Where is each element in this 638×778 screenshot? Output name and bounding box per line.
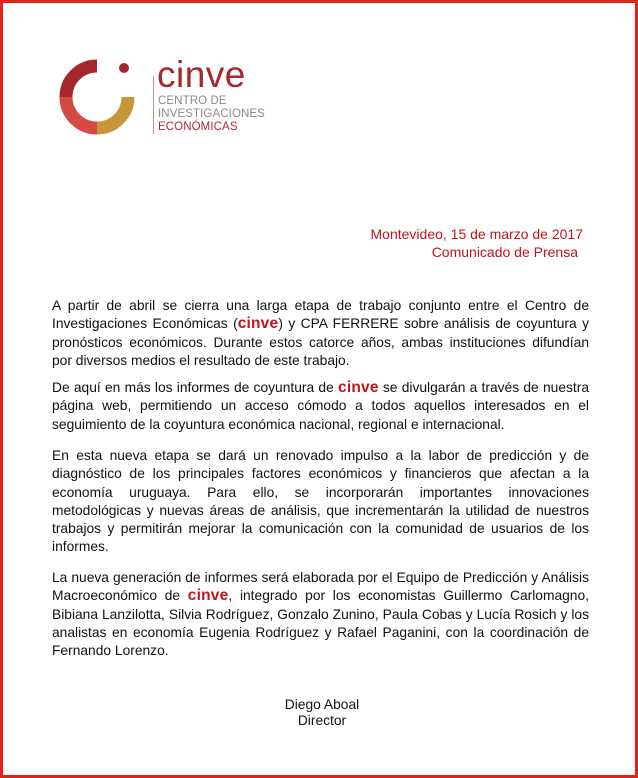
logo-subtitle-line3: ECONÓMICAS [158, 121, 238, 133]
logo-subtitle-line1: CENTRO DE [158, 95, 227, 107]
paragraph-4-text-a: La nueva generación de informes será elaborada por el Equipo de Predicción y Análisis Macroeconómico de [52, 570, 589, 604]
cinve-logo [58, 54, 288, 138]
logo-dot [119, 63, 129, 73]
paragraph-2-text-b: se divulgarán a través de nuestra página web, permitiendo un acceso cómodo a todos aquellos interesados en el seguimiento de la coyuntura económica nacional, regional e internacional. [52, 380, 589, 432]
logo-arc-bottom-left [66, 97, 97, 128]
paragraph-4-text-b: , integrado por los economistas Guillermo Carlomagno, Bibiana Lanzilotta, Silvia Rodríguez, Gonzalo Zunino, Paula Cobas y Lucía Rosich y los analistas en economía Eugenia Rodríguez y Rafael Paganini, con la coordinación de Fernando Lorenzo. [52, 588, 589, 659]
logo-divider [153, 76, 154, 134]
paragraph-1-text-b: ) y CPA FERRERE sobre análisis de coyuntura y pronósticos económicos. Durante estos catorce años, ambas instituciones difundían por diversos medios el resultado de este trabajo. [52, 316, 590, 368]
brand-inline: cinve [237, 315, 279, 333]
dateline: Montevideo, 15 de marzo de 2017 [370, 226, 583, 242]
paragraph-4 [52, 569, 589, 660]
document-type: Comunicado de Prensa [431, 244, 578, 260]
brand-inline: cinve [187, 587, 229, 605]
signature-name: Diego Aboal [284, 697, 360, 712]
paragraph-1 [52, 297, 589, 370]
paragraph-2-text-a: De aquí en más los informes de coyuntura de [52, 380, 338, 395]
brand-inline: cinve [338, 379, 379, 396]
logo-arc-top-left [66, 66, 97, 97]
logo-wordmark: cinve [157, 54, 246, 95]
logo-subtitle-line2: INVESTIGACIONES [158, 108, 265, 120]
signature-title: Director [297, 713, 347, 728]
logo-arc-bottom-right [97, 97, 128, 128]
cinve-logo-mark-icon [58, 58, 136, 136]
paragraph-3: En esta nueva etapa se dará un renovado impulso a la labor de predicción y de diagnóstico de los principales factores económicos y financieros que afectan a la economía uruguaya. Para ello, se incorporarán importantes innovaciones metodológicas y nuevas áreas de análisis, que incrementarán la utilidad de nuestros trabajos y permitirán mejorar la comunicación con la comunidad de usuarios de los informes. [52, 448, 589, 555]
paragraph-1-text-a: A partir de abril se cierra una larga etapa de trabajo conjunto entre el Centro de Investigaciones Económicas ( [52, 298, 589, 332]
paragraph-2 [52, 379, 589, 434]
